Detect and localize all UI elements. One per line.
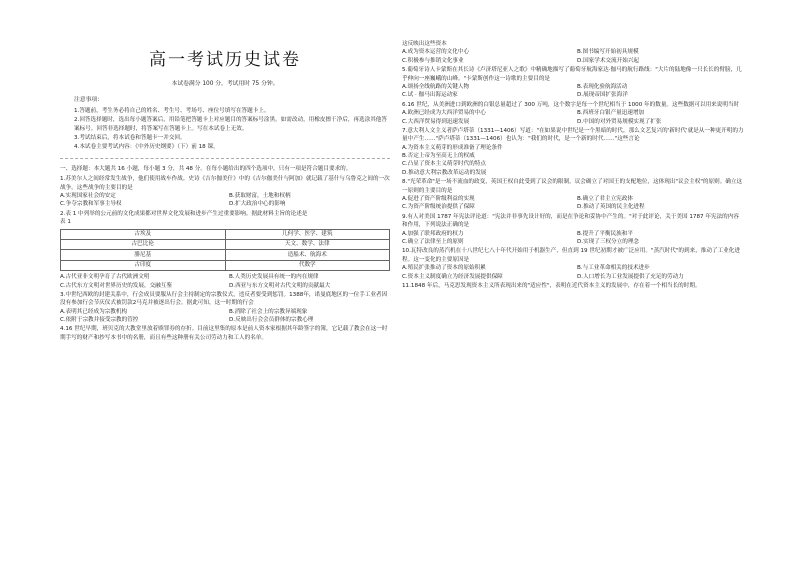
answer-option[interactable]: B.人类历史发展具有统一的内在规律	[229, 274, 319, 281]
answer-option[interactable]: B.确立了君主立宪政体	[577, 196, 633, 203]
table-row	[61, 229, 390, 239]
question-block	[402, 66, 744, 100]
answer-option[interactable]: D.扩大政治中心的影响	[229, 201, 286, 208]
answer-option[interactable]: C.确立了法律至上的原则	[402, 238, 464, 245]
answer-option[interactable]: C.古代东方文明对世界历史的发展，交融互鉴	[60, 282, 172, 289]
question-block	[402, 213, 744, 247]
question-stem: 2.表 1 中列举的公元前的文化成果都对世界文化发展和进步产生过重要影响。据此材料主旨的论述是	[60, 210, 308, 217]
question-stem: 4.16 世纪早期，班贝克的大教堂里放着赎罪券的存折。目前这里集的原本是前人资本家根据其年龄签字的簿，它记载了教会在这一时期手写的财产和抄写本书中的名册，而且有些这种册有关公司劳动力和工人的名单。	[60, 326, 388, 341]
answer-option[interactable]: D.国家学术交流开始兴起	[577, 57, 640, 64]
answer-option[interactable]: B.获取财富，土地和权柄	[229, 193, 291, 199]
question-stem: 9.有人对美国 1787 年宪法评论道："宪法并非事先设计好的，而是在争论和妥协中产生的。"对于此评论，关于美国 1787 年宪法的内容和作用，下列说法正确的是	[402, 213, 739, 229]
answer-option[interactable]: B.否定上帝为至高无上的权威	[402, 153, 475, 160]
options	[402, 83, 744, 100]
answer-option[interactable]: B.提升了平衡民族和平	[577, 230, 633, 237]
answer-option[interactable]: A.加强了联邦政府的权力	[402, 230, 464, 237]
question-block	[60, 291, 390, 325]
question-stem: 3.中世纪西欧的封建关系中，行会成员要服从行会主持制定的宗教仪式，违反者要受到惩罚。1388年，诺曼底地区的一位手工业者因没有参加行会节庆仪式被罚款2马克并被逐出行会。据此可知，这一时期的行会	[60, 291, 388, 307]
question-stem: 5.葡萄牙诗人卡蒙斯在其长诗《卢济塔尼亚人之歌》中精确地描写了葡萄牙航海家达·伽马的航行路线："大片的陆地像一只长长的臂膀，几乎伸向一座巍峨的山峰。"卡蒙斯创作这一诗歌的主要目的是	[402, 67, 742, 82]
question-block	[60, 325, 390, 342]
notice-list	[60, 107, 390, 152]
answer-option[interactable]: D.展现帝国扩张海洋	[577, 92, 628, 99]
answer-option[interactable]: B.表现化验航海活动	[577, 83, 628, 90]
options	[60, 273, 390, 290]
answer-option[interactable]: A.为资本主义萌芽的形成准备了理论条件	[402, 144, 503, 151]
answer-option[interactable]: D.西亚与东方文明对古代文明的贡献最大	[229, 282, 331, 289]
question-block	[60, 210, 390, 290]
question-stem: 6.16 世纪，从美洲进口到欧洲的白银总量超过了 300 万吨，这个数字是每一个世纪相当于 1000 年的数量。这些数据可以用来说明当时	[402, 101, 740, 108]
answer-option[interactable]: D.推动意大利宗教改革运动的发展	[402, 169, 487, 176]
question-block	[402, 127, 744, 177]
answer-option[interactable]: A.颂扬全线航路的关键人物	[402, 83, 470, 90]
table-cell: 腓尼基	[61, 250, 226, 260]
section-heading: 一、选择题：本大题共 16 小题，每小题 3 分，共 48 分。在每小题给出的四个选项中，只有一项是符合题目要求的。	[60, 165, 352, 172]
exam-subtitle: 本试卷满分 100 分，考试用时 75 分钟。	[171, 80, 279, 87]
options	[402, 264, 744, 281]
table-row	[61, 250, 390, 260]
question-stem: 11.1848 年后，马克思发现资本主义所表现出来的"适应性"，表明在近代资本主义的发展中，存在着一个相当长的时期。	[402, 282, 701, 289]
answer-option[interactable]: B.图书编写开始初具规模	[577, 49, 639, 56]
table-cell: 造船术、航海术	[225, 250, 390, 260]
table-label: 表 1	[60, 219, 71, 226]
notice-item: 3.考试结束后，将本试卷和答题卡一并交回。	[74, 135, 186, 142]
section-divider	[60, 158, 390, 159]
question-stem: 这反映出这些资本	[402, 41, 447, 47]
answer-option[interactable]: C.争夺宗教和军事主导权	[60, 201, 122, 208]
options	[60, 308, 390, 325]
table-cell: 古埃及	[61, 229, 226, 239]
answer-option[interactable]: C.试 · 伽马出海运动家	[402, 92, 458, 99]
question-block	[402, 101, 744, 126]
answer-option[interactable]: A.殖民扩张推动了资本的原始积累	[402, 265, 486, 272]
notice-item: 4.本试卷主要考试内容：《中外历史纲要》（下）前 18 课。	[74, 144, 219, 151]
table-row	[61, 260, 390, 270]
question-block	[402, 178, 744, 212]
answer-option[interactable]: A.促进了资产阶级利益的实现	[402, 196, 475, 203]
answer-option[interactable]: B.消除了社会上的宗教异端现象	[229, 308, 308, 315]
answer-option[interactable]: C.为资产阶级统治提供了保障	[402, 204, 475, 211]
answer-option[interactable]: D.实现了三权分立的理念	[577, 238, 640, 245]
answer-option[interactable]: C.大西洋贸易得到迅速发展	[402, 118, 470, 125]
table-row	[61, 239, 390, 249]
question-stem: 10.瓦特改良的蒸汽机在十八世纪七八十年代开始用于机器生产，但直到 19 世纪初期才被广泛应用。"蒸汽时代"的到来，推动了工业化进程。这一变化的主要原因是	[402, 248, 740, 263]
answer-option[interactable]: B.与工业革命相关的技术进步	[577, 265, 650, 272]
options	[402, 144, 744, 178]
answer-option[interactable]: D.中国的对外贸易规模实现了扩张	[577, 118, 662, 125]
options	[402, 195, 744, 212]
answer-option[interactable]: B.西班牙白银产量迅速增加	[577, 110, 645, 117]
options	[402, 230, 744, 247]
table-cell: 代数学	[225, 260, 390, 270]
answer-option[interactable]: A.成为资本运营的文化中心	[402, 49, 470, 56]
table-cell: 古印度	[61, 260, 226, 270]
answer-option[interactable]: A.实现国家社会的安定	[60, 193, 116, 199]
table-cell: 古巴比伦	[61, 239, 226, 249]
question-block	[402, 247, 744, 281]
answer-option[interactable]: C.资本主义制度确立为经济发展提供保障	[402, 273, 503, 280]
answer-option[interactable]: C.依附于宗教并接受宗教的管控	[60, 317, 139, 324]
answer-option[interactable]: A.表明其已经成为宗教机构	[60, 308, 128, 315]
answer-option[interactable]: A.欧洲已经成为大西洋贸易的中心	[402, 110, 486, 117]
answer-option[interactable]: D.反映出行会会员群体的宗教心理	[229, 317, 314, 324]
right-column	[402, 40, 744, 291]
question-block	[402, 282, 744, 290]
answer-option[interactable]: C.积极参与推销文化事业	[402, 57, 464, 64]
answer-option[interactable]: D.人口增长为工业发展提供了充足的劳动力	[577, 273, 684, 280]
table-cell: 几何学、医学、建筑	[225, 229, 390, 239]
options	[402, 109, 744, 126]
notice-heading: 注意事项：	[74, 97, 103, 104]
notice-item: 2.回答选择题时，选出每小题答案后，用铅笔把答题卡上对应题目的答案标号涂黑。如需改动，用橡皮擦干净后，再选涂其他答案标号。回答非选择题时，将答案写在答题卡上。写在本试卷上无效。	[74, 117, 387, 132]
right-questions	[402, 40, 744, 290]
question-block	[60, 175, 390, 209]
question-stem: 7.意大利人文主义者萨卢塔蒂（1331—1406）写道："在如果说中世纪是一个黑暗的时代，那么文艺复兴的'新时代'就是从一种更开明的力量中产生……"萨卢塔蒂（1331—1406）也认为："我们的时代，是一个新的时代……"这些言论	[402, 127, 744, 143]
left-questions	[60, 175, 390, 342]
answer-option[interactable]: A.古代亚非文明孕育了古代欧洲文明	[60, 274, 150, 281]
notice-item: 1.答题前，考生务必将自己的姓名、考生号、考场号、座位号填写在答题卡上。	[74, 107, 270, 114]
answer-option[interactable]: D.推动了英国的民主化进程	[577, 204, 645, 211]
question-stem: 1.苏美尔人之间经常发生战争，他们使用战车作战。史诗《吉尔伽美什》中的《吉尔伽美什与阿加》就记载了基什与乌鲁克之间的一次战争。这些战争的主要目的是	[60, 176, 390, 191]
question-stem: 8."光荣革命"是一场不流血的政变，英国王权自此受到了议会的限制，议会确立了对国王的支配地位，这体现出"议会主权"的原则。确立这一原则的主要目的是	[402, 179, 743, 194]
answer-option[interactable]: C.凸显了资本主义萌芽时代的特点	[402, 161, 486, 168]
question-block	[402, 40, 744, 65]
options	[402, 48, 744, 65]
exam-title: 高一考试历史试卷	[149, 50, 301, 70]
data-table	[60, 229, 390, 272]
left-column	[60, 40, 390, 343]
options	[60, 192, 390, 209]
table-cell: 天文、数学、法律	[225, 239, 390, 249]
